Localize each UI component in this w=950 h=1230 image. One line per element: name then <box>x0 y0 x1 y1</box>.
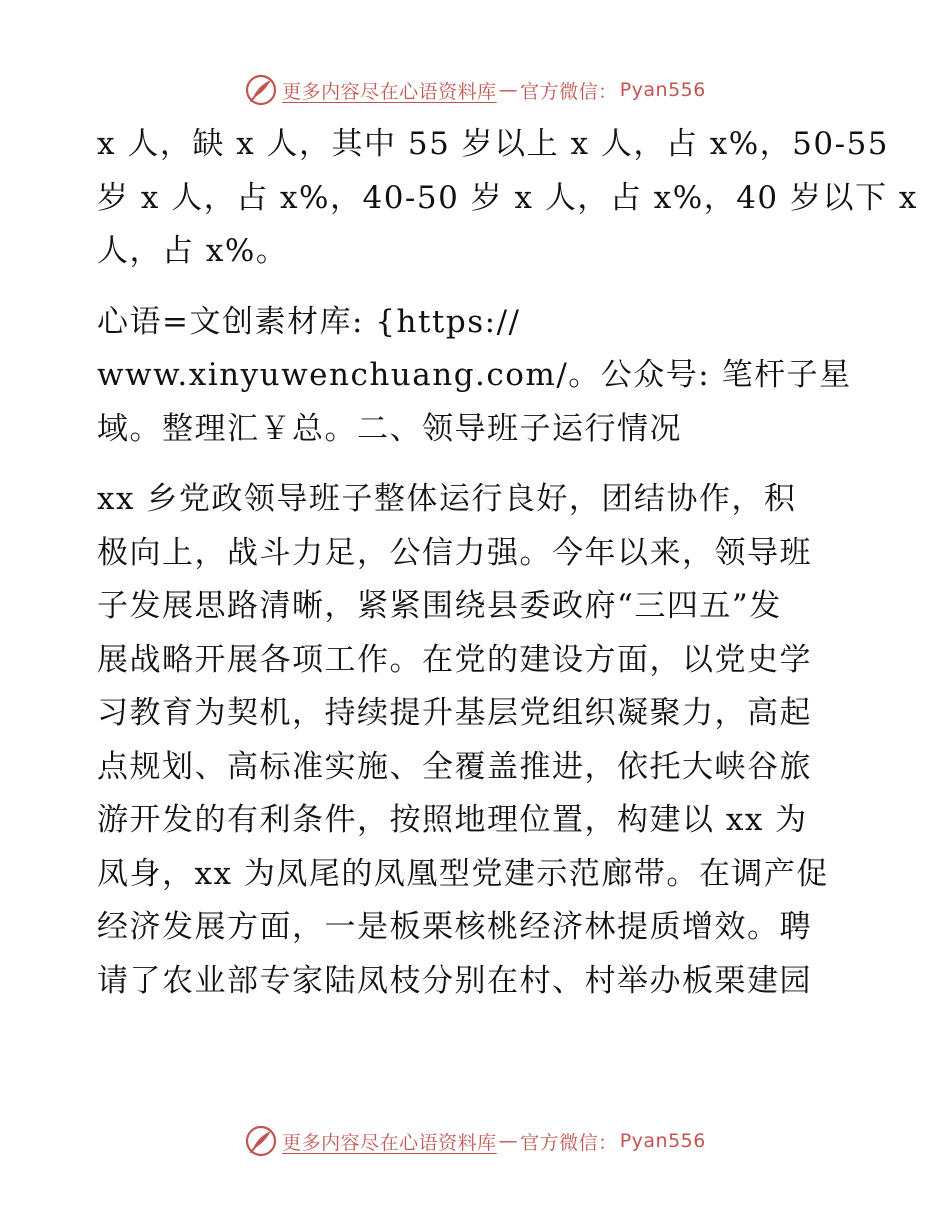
text-line: 域。整理汇￥总。二、领导班子运行情况 <box>97 410 682 447</box>
banner-account: Pyan556 <box>619 1130 706 1152</box>
header-watermark-banner <box>0 70 950 110</box>
text-line: x 人，缺 x 人，其中 55 岁以上 x 人，占 x%，50-55 <box>97 126 890 162</box>
banner-main-text: 更多内容尽在心语资料库 <box>282 1131 497 1154</box>
banner-dash: — <box>498 1130 519 1152</box>
text-line: 人，占 x%。 <box>97 233 289 269</box>
banner-sub-text: 官方微信： <box>520 80 618 103</box>
text-line: 习教育为契机，持续提升基层党组织凝聚力，高起 <box>97 695 812 731</box>
banner-sub-text: 官方微信： <box>520 1131 618 1154</box>
text-line: 极向上，战斗力足，公信力强。今年以来，领导班 <box>97 534 812 571</box>
paragraph-leadership <box>97 473 857 1008</box>
text-line: 游开发的有利条件，按照地理位置，构建以 xx 为 <box>97 802 808 838</box>
feather-pen-logo-icon <box>244 73 278 107</box>
banner-main-text: 更多内容尽在心语资料库 <box>282 80 497 103</box>
text-line: 经济发展方面，一是板栗核桃经济林提质增效。聘 <box>97 909 812 945</box>
text-line: 心语=文创素材库: {https:// <box>97 303 521 340</box>
text-line: 子发展思路清晰，紧紧围绕县委政府“三四五”发 <box>97 588 782 624</box>
text-line: 请了农业部专家陆凤枝分别在村、村举办板栗建园 <box>97 962 812 999</box>
document-body <box>97 118 918 1008</box>
paragraph-age-stats <box>97 118 918 279</box>
banner-account: Pyan556 <box>619 79 706 101</box>
feather-pen-logo-icon <box>244 1124 278 1158</box>
text-line: 展战略开展各项工作。在党的建设方面，以党史学 <box>97 641 812 678</box>
footer-watermark-banner <box>0 1121 950 1161</box>
text-line: 凤身，xx 为凤尾的凤凰型党建示范廊带。在调产促 <box>97 855 829 892</box>
banner-dash: — <box>498 79 519 101</box>
text-line: xx 乡党政领导班子整体运行良好，团结协作，积 <box>97 481 797 517</box>
text-line: www.xinyuwenchuang.com/。公众号: 笔杆子星 <box>97 357 852 393</box>
text-line: 岁 x 人，占 x%，40-50 岁 x 人，占 x%，40 岁以下 x <box>97 179 918 216</box>
text-line: 点规划、高标准实施、全覆盖推进，依托大峡谷旅 <box>97 748 812 785</box>
paragraph-source-note <box>97 296 857 457</box>
